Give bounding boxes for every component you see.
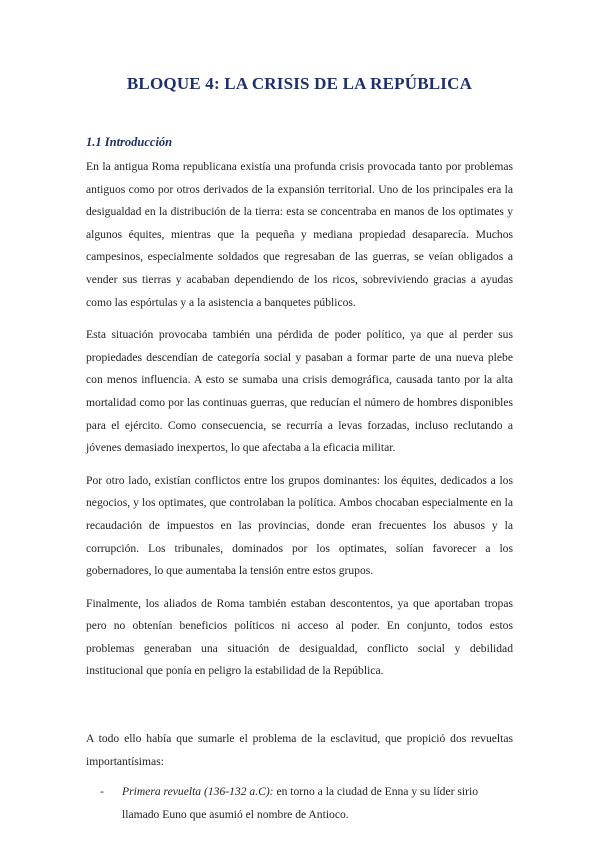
revolt-list xyxy=(86,781,513,826)
section-heading: 1.1 Introducción xyxy=(86,135,173,149)
list-item xyxy=(100,781,513,826)
paragraph-spacer xyxy=(86,693,513,728)
list-item-emphasis: Primera revuelta (136-132 a.C): xyxy=(122,785,274,799)
document-title: BLOQUE 4: LA CRISIS DE LA REPÚBLICA xyxy=(126,74,473,93)
list-bullet: - xyxy=(100,785,104,799)
paragraph-4: Finalmente, los aliados de Roma también estaban descontentos, ya que aportaban tropas pero no obtenían beneficios políticos ni acceso al poder. En conjunto, todos estos problemas generaban una situación de desigualdad, conflicto social y debilidad institucional que ponía en peligro la estabilidad de la República. xyxy=(86,596,513,678)
list-intro-paragraph: A todo ello había que sumarle el problema de la esclavitud, que propició dos revueltas importantísimas: xyxy=(86,732,513,768)
list-item-text: en torno a la ciudad de Enna y su líder sirio llamado Euno que asumió el nombre de Antioco. xyxy=(122,785,478,821)
paragraph-3: Por otro lado, existían conflictos entre los grupos dominantes: los équites, dedicados a los negocios, y los optimates, que controlaban la política. Ambos chocaban especialmente en la recaudación de impuestos en las provincias, donde eran frecuentes los abusos y la corrupción. Los tribunales, dominados por los optimates, solían favorecer a los gobernadores, lo que aumentaba la tensión entre estos grupos. xyxy=(86,473,513,578)
paragraph-2: Esta situación provocaba también una pérdida de poder político, ya que al perder sus propiedades descendían de categoría social y pasaban a formar parte de una nueva plebe con menos influencia. A esto se sumaba una crisis demográfica, causada tanto por la alta mortalidad como por las continuas guerras, que reducían el número de hombres disponibles para el ejército. Como consecuencia, se recurría a levas forzadas, incluso reclutando a jóvenes demasiado inexpertos, lo que afectaba a la eficacia militar. xyxy=(86,328,513,455)
paragraph-1: En la antigua Roma republicana existía una profunda crisis provocada tanto por problemas antiguos como por otros derivados de la expansión territorial. Uno de los principales era la desigualdad en la distribución de la tierra: esta se concentraba en manos de los optimates y algunos équites, mientras que la pequeña y mediana propiedad desaparecía. Muchos campesinos, especialmente soldados que regresaban de las guerras, se veían obligados a vender sus tierras y acababan dependiendo de los ricos, sobreviviendo gracias a ayudas como las espórtulas y a la asistencia a banquetes públicos. xyxy=(86,160,513,309)
